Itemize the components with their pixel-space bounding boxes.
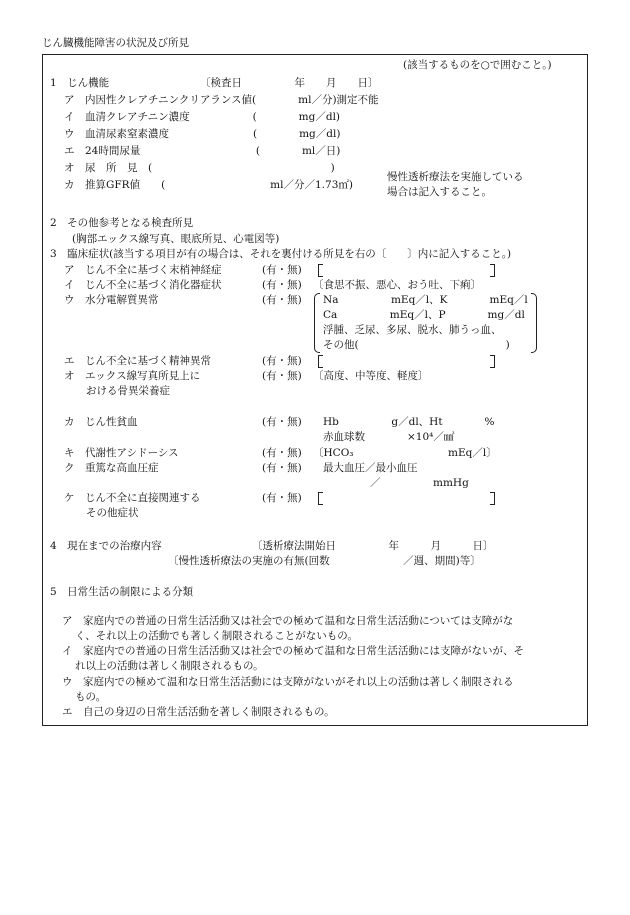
s3-u-line1: Na mEq／l、K mEq／l bbox=[323, 294, 528, 306]
s5-item-e: エ 自己の身辺の日常生活活動を著しく制限されるもの。 bbox=[62, 706, 335, 718]
s3-ke-yn: (有・無) bbox=[262, 492, 302, 504]
s5-item-i-line1: イ 家庭内での普通の日常生活活動又は社会での極めて温和な日常生活活動には支障がないが、そ bbox=[62, 645, 524, 657]
s5-item-a-line2: く、それ以上の活動でも著しく制限されることがないもの。 bbox=[75, 630, 358, 642]
section5-heading: 5 日常生活の制限による分類 bbox=[50, 586, 194, 598]
section4-start-date: 〔透析療法開始日 年 月 日〕 bbox=[252, 540, 494, 552]
s1-item-e: エ 24時間尿量 ( ml／日) bbox=[64, 145, 341, 157]
s3-a-bracket-right bbox=[490, 264, 495, 277]
s3-item-ke-line2: その他症状 bbox=[86, 507, 139, 519]
section2-heading: 2 その他参考となる検査所見 bbox=[50, 217, 194, 229]
page-title: じん臓機能障害の状況及び所見 bbox=[42, 37, 189, 49]
s3-e-bracket-left bbox=[318, 355, 323, 368]
s3-u-line2: Ca mEq／l、P mg／dl bbox=[323, 309, 525, 321]
s3-item-ke-line1: ケ じん不全に直接関連する bbox=[64, 492, 201, 504]
s3-a-bracket-left bbox=[318, 264, 323, 277]
section1-heading: 1 じん機能 bbox=[50, 77, 110, 89]
s3-item-o-line2: おける骨異栄養症 bbox=[86, 385, 170, 397]
s5-item-u-line1: ウ 家庭内での極めて温和な日常生活活動には支障がないがそれ以上の活動は著しく制限される bbox=[62, 676, 514, 688]
s3-item-a: ア じん不全に基づく末梢神経症 bbox=[64, 264, 222, 276]
s3-ke-bracket-right bbox=[490, 492, 495, 505]
s3-item-ku: ク 重篤な高血圧症 bbox=[64, 462, 159, 474]
s3-ki-detail: 〔HCO₃ mEq／l〕 bbox=[313, 447, 497, 459]
s3-u-brace-right bbox=[531, 293, 537, 353]
s1-item-i: イ 血清クレアチニン濃度 ( mg／dl) bbox=[64, 111, 341, 123]
s3-ku-line2: ／ mmHg bbox=[370, 477, 469, 489]
s3-item-i: イ じん不全に基づく消化器症状 bbox=[64, 279, 222, 291]
s3-u-yn: (有・無) bbox=[262, 294, 302, 306]
section2-sub: (胸部エックス線写真、眼底所見、心電図等) bbox=[72, 233, 280, 245]
s3-ke-bracket-left bbox=[318, 492, 323, 505]
s3-i-yn: (有・無) bbox=[262, 279, 302, 291]
s3-o-detail: 〔高度、中等度、軽度〕 bbox=[313, 370, 429, 382]
instruction-note: (該当するものを○で囲むこと。) bbox=[403, 59, 552, 71]
s1-ka-note1: 慢性透析療法を実施している bbox=[387, 171, 524, 183]
s3-item-u: ウ 水分電解質異常 bbox=[64, 294, 159, 306]
section1-exam-date: 〔検査日 年 月 日〕 bbox=[200, 77, 379, 89]
s3-e-yn: (有・無) bbox=[262, 355, 302, 367]
s3-ka-yn: (有・無) bbox=[262, 416, 302, 428]
s3-a-yn: (有・無) bbox=[262, 264, 302, 276]
section3-heading: 3 臨床症状(該当する項目が有の場合は、それを裏付ける所見を右の〔 〕内に記入すること。) bbox=[50, 248, 512, 260]
s5-item-a-line1: ア 家庭内での普通の日常生活活動又は社会での極めて温和な日常生活活動については支障がな bbox=[62, 615, 514, 627]
s1-ka-note2: 場合は記入すること。 bbox=[387, 186, 492, 198]
section4-heading: 4 現在までの治療内容 bbox=[50, 540, 162, 552]
s3-item-ka: カ じん性貧血 bbox=[64, 416, 138, 428]
s3-o-yn: (有・無) bbox=[262, 370, 302, 382]
s3-ka-line1: Hb g／dl、Ht % bbox=[323, 416, 495, 428]
s5-item-u-line2: もの。 bbox=[75, 691, 107, 703]
s3-u-line3: 浮腫、乏尿、多尿、脱水、肺うっ血、 bbox=[323, 324, 502, 336]
s1-item-ka: カ 推算GFR値 ( ml／分／1.73㎡) bbox=[64, 179, 353, 191]
s1-item-o: オ 尿 所 見 ( ) bbox=[64, 162, 335, 174]
s3-item-ki: キ 代謝性アシドーシス bbox=[64, 447, 179, 459]
section4-chronic: 〔慢性透析療法の実施の有無(回数 ／週、期間)等〕 bbox=[168, 555, 481, 567]
s3-i-detail: 〔食思不振、悪心、おう吐、下痢〕 bbox=[313, 279, 481, 291]
s3-u-line4: その他( ) bbox=[323, 339, 510, 351]
s3-item-o-line1: オ エックス線写真所見上に bbox=[64, 370, 201, 382]
s3-e-bracket-right bbox=[490, 355, 495, 368]
s3-ka-line2: 赤血球数 ×10⁴／㎣ bbox=[323, 431, 455, 443]
s3-ki-yn: (有・無) bbox=[262, 447, 302, 459]
s5-item-i-line2: れ以上の活動は著しく制限されるもの。 bbox=[75, 660, 264, 672]
s3-item-e: エ じん不全に基づく精神異常 bbox=[64, 355, 211, 367]
s3-ku-line1: 最大血圧／最小血圧 bbox=[323, 462, 418, 474]
s1-item-a: ア 内因性クレアチニンクリアランス値( ml／分)測定不能 bbox=[64, 94, 379, 106]
s1-item-u: ウ 血清尿素窒素濃度 ( mg／dl) bbox=[64, 128, 341, 140]
s3-u-brace-left bbox=[314, 293, 320, 353]
s3-ku-yn: (有・無) bbox=[262, 462, 302, 474]
